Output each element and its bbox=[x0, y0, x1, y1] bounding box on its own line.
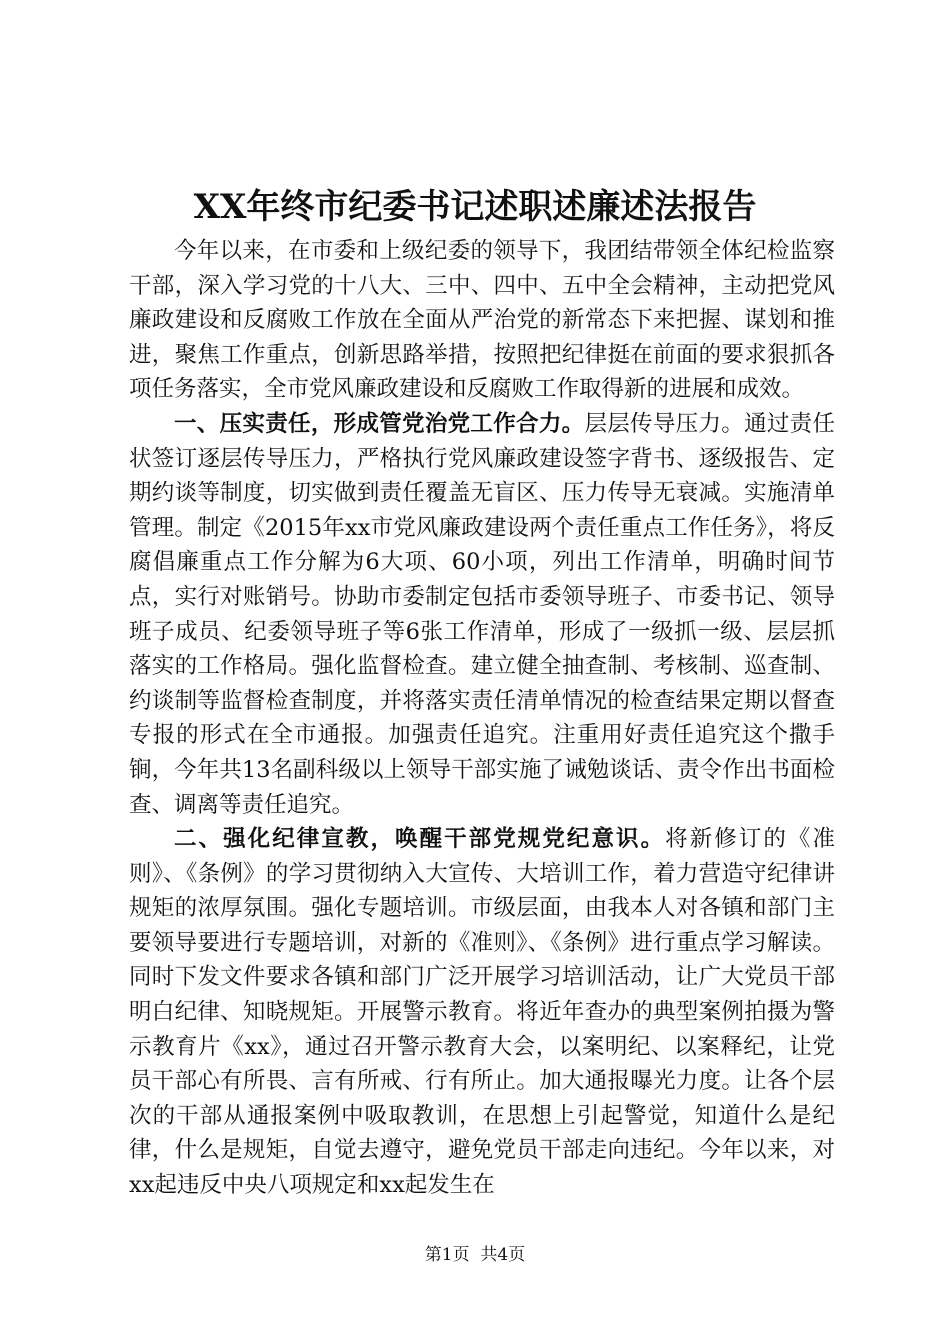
paragraph-section-2 bbox=[129, 822, 835, 1203]
paragraph-text: 层层传导压力。通过责任状签订逐层传导压力，严格执行党风廉政建设签字背书、逐级报告、定期约谈等制度，切实做到责任覆盖无盲区、压力传导无衰减。实施清单管理。制定《2015年xx市党风廉政建设两个责任重点工作任务》，将反腐倡廉重点工作分解为6大项、60小项，列出工作清单，明确时间节点，实行对账销号。协助市委制定包括市委领导班子、市委书记、领导班子成员、纪委领导班子等6张工作清单，形成了一级抓一级、层层抓落实的工作格局。强化监督检查。建立健全抽查制、考核制、巡查制、约谈制等监督检查制度，并将落实责任清单情况的检查结果定期以督查专报的形式在全市通报。加强责任追究。注重用好责任追究这个撒手锏，今年共13名副科级以上领导干部实施了诫勉谈话、责令作出书面检查、调离等责任追究。 bbox=[129, 410, 835, 818]
paragraph-text: 将新修订的《准则》、《条例》的学习贯彻纳入大宣传、大培训工作，着力营造守纪律讲规矩的浓厚氛围。强化专题培训。市级层面，由我本人对各镇和部门主要领导要进行专题培训，对新的《准则》、《条例》进行重点学习解读。同时下发文件要求各镇和部门广泛开展学习培训活动，让广大党员干部明白纪律、知晓规矩。开展警示教育。将近年查办的典型案例拍摄为警示教育片《xx》，通过召开警示教育大会，以案明纪、以案释纪，让党员干部心有所畏、言有所戒、行有所止。加大通报曝光力度。让各个层次的干部从通报案例中吸取教训，在思想上引起警觉，知道什么是纪律，什么是规矩，自觉去遵守，避免党员干部走向违纪。今年以来，对xx起违反中央八项规定和xx起发生在 bbox=[129, 826, 835, 1199]
document-body bbox=[129, 234, 835, 1203]
paragraph-section-1 bbox=[129, 407, 835, 822]
paragraph-text: 今年以来，在市委和上级纪委的领导下，我团结带领全体纪检监察干部，深入学习党的十八大、三中、四中、五中全会精神，主动把党风廉政建设和反腐败工作放在全面从严治党的新常态下来把握、谋划和推进，聚焦工作重点，创新思路举措，按照把纪律挺在前面的要求狠抓各项任务落实，全市党风廉政建设和反腐败工作取得新的进展和成效。 bbox=[129, 238, 835, 403]
page-title: XX年终市纪委书记述职述廉述法报告 bbox=[193, 187, 757, 227]
paragraph-intro bbox=[129, 234, 835, 407]
section-heading: 二、强化纪律宣教，唤醒干部党规党纪意识。 bbox=[174, 826, 666, 853]
page-footer bbox=[0, 1243, 950, 1267]
page-total: 共4页 bbox=[480, 1245, 526, 1265]
page-number: 第1页 bbox=[424, 1245, 470, 1265]
section-heading: 一、压实责任，形成管党治党工作合力。 bbox=[174, 410, 585, 437]
